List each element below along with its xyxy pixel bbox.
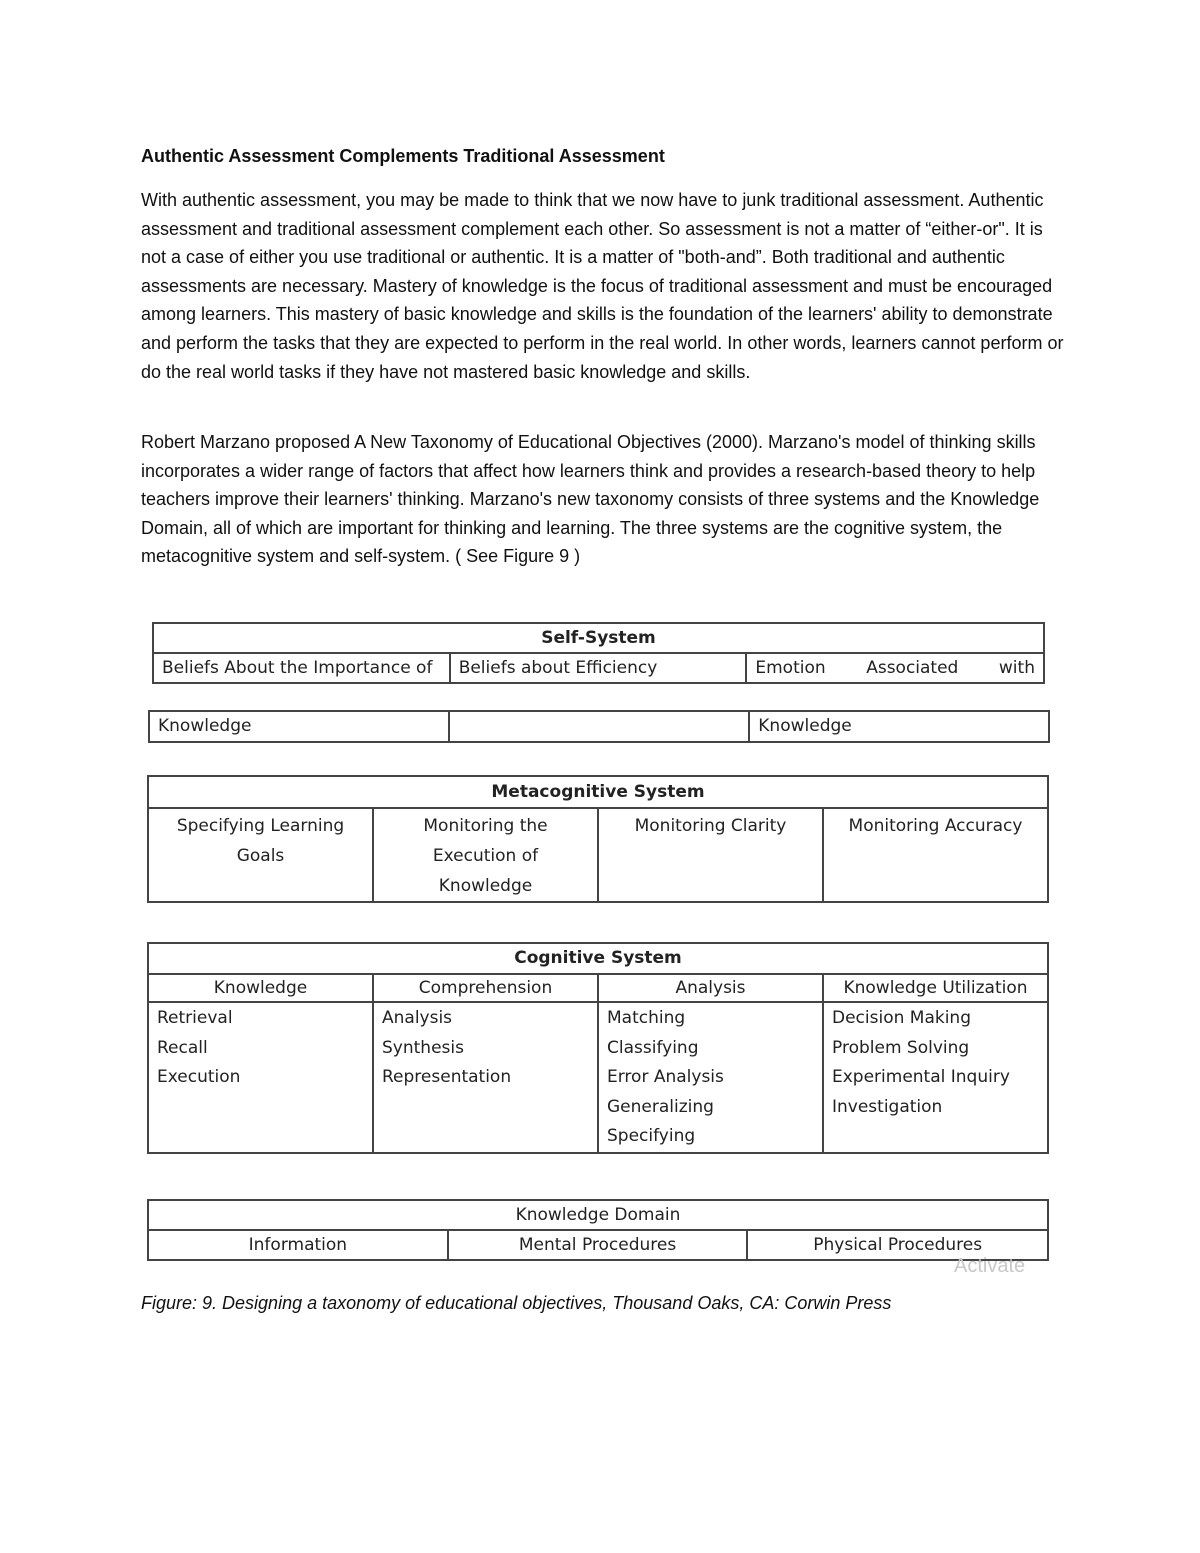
metacognitive-text-line: Monitoring Clarity xyxy=(634,816,787,836)
cognitive-header-analysis: Analysis xyxy=(598,974,823,1002)
cognitive-header-knowledge-utilization: Knowledge Utilization xyxy=(823,974,1048,1002)
list-item: Classifying xyxy=(607,1037,699,1058)
self-system-cell-efficiency: Beliefs about Efficiency xyxy=(450,653,747,683)
metacognitive-system-table xyxy=(147,775,1049,903)
list-item: Specifying xyxy=(607,1126,696,1146)
document-heading: Authentic Assessment Complements Traditional Assessment xyxy=(141,146,665,166)
self-system-title: Self-System xyxy=(153,623,1044,653)
metacognitive-cell-clarity xyxy=(598,808,823,902)
cognitive-header-knowledge: Knowledge xyxy=(148,974,373,1002)
metacognitive-cell-learning-goals xyxy=(148,808,373,902)
metacognitive-text-line: Goals xyxy=(236,846,285,866)
knowledge-domain-mental-procedures: Mental Procedures xyxy=(448,1230,748,1260)
metacognitive-text-line: Knowledge xyxy=(438,876,533,896)
self-system-table xyxy=(152,622,1045,684)
list-item: Error Analysis xyxy=(607,1067,724,1087)
self-system-cell-importance-cont: Knowledge xyxy=(149,711,449,742)
list-item: Retrieval xyxy=(157,1008,233,1028)
list-item: Synthesis xyxy=(382,1037,464,1058)
knowledge-domain-information: Information xyxy=(148,1230,448,1260)
cognitive-system-table xyxy=(147,942,1049,1154)
list-item: Experimental Inquiry xyxy=(832,1067,1010,1087)
metacognitive-text-line: Monitoring Accuracy xyxy=(848,816,1023,836)
metacognitive-text-line: Specifying Learning xyxy=(176,816,345,836)
list-item: Analysis xyxy=(382,1008,453,1028)
self-system-cell-efficiency-cont xyxy=(449,711,750,742)
metacognitive-system-title: Metacognitive System xyxy=(148,776,1048,808)
cognitive-cell-knowledge xyxy=(148,1002,373,1153)
cognitive-cell-comprehension xyxy=(373,1002,598,1153)
list-item: Representation xyxy=(382,1067,512,1087)
cognitive-system-title: Cognitive System xyxy=(148,943,1048,974)
knowledge-domain-table xyxy=(147,1199,1049,1261)
self-system-cell-emotion-cont: Knowledge xyxy=(749,711,1049,742)
list-item: Matching xyxy=(607,1008,686,1028)
self-system-cell-emotion xyxy=(746,653,1044,683)
metacognitive-cell-execution xyxy=(373,808,598,902)
self-system-associated-word: Associated xyxy=(866,658,959,678)
metacognitive-text-line: Monitoring the xyxy=(423,816,548,836)
cognitive-cell-knowledge-utilization xyxy=(823,1002,1048,1153)
activate-watermark: Activate xyxy=(954,1255,1026,1273)
list-item: Investigation xyxy=(832,1096,943,1117)
metacognitive-cell-accuracy xyxy=(823,808,1048,902)
self-system-emotion-word: Emotion xyxy=(755,658,826,678)
list-item: Execution xyxy=(157,1067,241,1087)
cognitive-cell-analysis xyxy=(598,1002,823,1153)
paragraph-marzano-taxonomy: Robert Marzano proposed A New Taxonomy of Educational Objectives (2000). Marzano's model of thinking skills incorporates a wider range of factors that affect how learners think and provides a research-based theory to help teachers improve their learners' thinking. Marzano's new taxonomy consists of three systems and the Knowledge Domain, all of which are important for thinking and learning. The three systems are the cognitive system, the metacognitive system and self-system. ( See Figure 9 ) xyxy=(141,432,1040,567)
list-item: Generalizing xyxy=(607,1096,714,1117)
self-system-continuation-table xyxy=(148,710,1050,743)
list-item: Problem Solving xyxy=(832,1037,970,1058)
list-item: Recall xyxy=(157,1037,208,1058)
metacognitive-text-line: Execution of xyxy=(432,846,539,866)
self-system-with-word: with xyxy=(998,658,1035,678)
paragraph-authentic-assessment: With authentic assessment, you may be made to think that we now have to junk traditional assessment. Authentic assessment and traditional assessment complement each other. So assessment is not a matter of “either-or". It is not a case of either you use traditional or authentic. It is a matter of "both-and”. Both traditional and authentic assessments are necessary. Mastery of knowledge is the focus of traditional assessment and must be encouraged among learners. This mastery of basic knowledge and skills is the foundation of the learners' ability to demonstrate and perform the tasks that they are expected to perform in the real world. In other words, learners cannot perform or do the real world tasks if they have not mastered basic knowledge and skills. xyxy=(141,190,1064,382)
figure-caption: Figure: 9. Designing a taxonomy of educational objectives, Thousand Oaks, CA: Corwin Press xyxy=(141,1293,892,1313)
self-system-cell-importance: Beliefs About the Importance of xyxy=(153,653,450,683)
list-item: Decision Making xyxy=(832,1008,971,1028)
knowledge-domain-title: Knowledge Domain xyxy=(148,1200,1048,1230)
knowledge-domain-physical-procedures: Physical Procedures xyxy=(747,1230,1048,1260)
cognitive-header-comprehension: Comprehension xyxy=(373,974,598,1002)
